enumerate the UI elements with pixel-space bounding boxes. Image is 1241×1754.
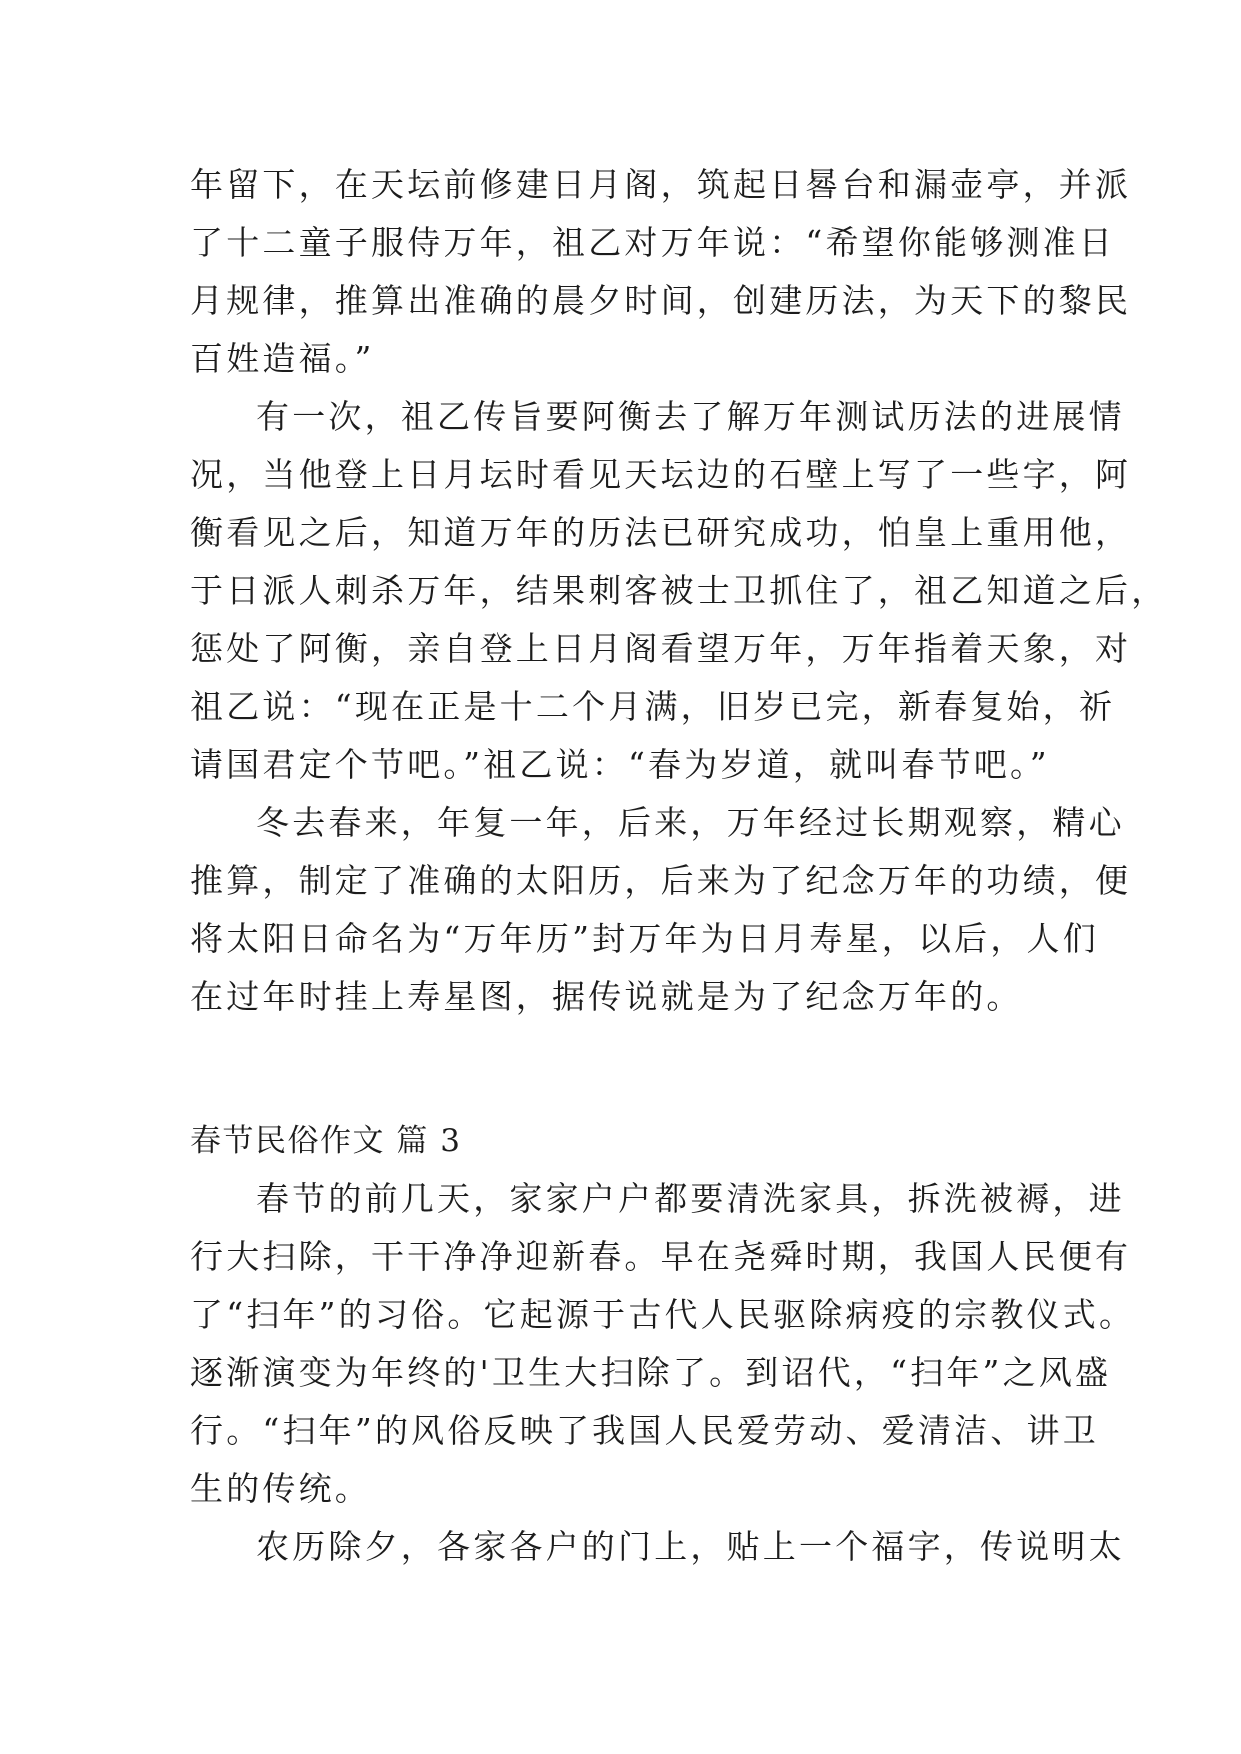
- story-section: [190, 156, 1168, 1026]
- text-line: 于日派人刺杀万年，结果刺客被士卫抓住了，祖乙知道之后，: [190, 571, 1168, 610]
- text-line: 衡看见之后，知道万年的历法已研究成功，怕皇上重用他，: [190, 513, 1132, 552]
- paragraph: [190, 794, 1132, 1026]
- text-line: 有一次，祖乙传旨要阿衡去了解万年测试历法的进展情: [256, 397, 1125, 436]
- text-line: 农历除夕，各家各户的门上，贴上一个福字，传说明太: [256, 1527, 1125, 1566]
- text-line: 冬去春来，年复一年，后来，万年经过长期观察，精心: [256, 803, 1125, 842]
- text-line: 在过年时挂上寿星图，据传说就是为了纪念万年的。: [190, 977, 1023, 1016]
- text-line: 行。“扫年”的风俗反映了我国人民爱劳动、爱清洁、讲卫: [190, 1411, 1099, 1450]
- section-heading: 春节民俗作文 篇 3: [190, 1123, 462, 1159]
- text-line: 行大扫除，干干净净迎新春。早在尧舜时期，我国人民便有: [190, 1237, 1132, 1276]
- text-line: 请国君定个节吧。”祖乙说：“春为岁道，就叫春节吧。”: [190, 745, 1050, 784]
- text-line: 了“扫年”的习俗。它起源于古代人民驱除病疫的宗教仪式。: [190, 1295, 1136, 1334]
- paragraph: [190, 388, 1168, 794]
- text-line: 百姓造福。”: [190, 339, 375, 378]
- customs-section: [190, 1170, 1136, 1576]
- text-line: 况，当他登上日月坛时看见天坛边的石壁上写了一些字，阿: [190, 455, 1132, 494]
- paragraph: [190, 1170, 1136, 1518]
- text-line: 了十二童子服侍万年，祖乙对万年说：“希望你能够测准日: [190, 223, 1116, 262]
- document-body: [190, 156, 1168, 1576]
- text-line: 惩处了阿衡，亲自登上日月阁看望万年，万年指着天象，对: [190, 629, 1132, 668]
- paragraph: [190, 1518, 1125, 1576]
- text-line: 春节的前几天，家家户户都要清洗家具，拆洗被褥，进: [256, 1179, 1125, 1218]
- paragraph: [190, 156, 1132, 388]
- text-line: 年留下，在天坛前修建日月阁，筑起日晷台和漏壶亭，并派: [190, 165, 1132, 204]
- text-line: 将太阳日命名为“万年历”封万年为日月寿星，以后，人们: [190, 919, 1099, 958]
- text-line: 推算，制定了准确的太阳历，后来为了纪念万年的功绩，便: [190, 861, 1132, 900]
- text-line: 逐渐演变为年终的'卫生大扫除了。到诏代，“扫年”之风盛: [190, 1353, 1112, 1392]
- text-line: 祖乙说：“现在正是十二个月满，旧岁已完，新春复始，祈: [190, 687, 1116, 726]
- text-line: 生的传统。: [190, 1469, 371, 1508]
- text-line: 月规律，推算出准确的晨夕时间，创建历法，为天下的黎民: [190, 281, 1132, 320]
